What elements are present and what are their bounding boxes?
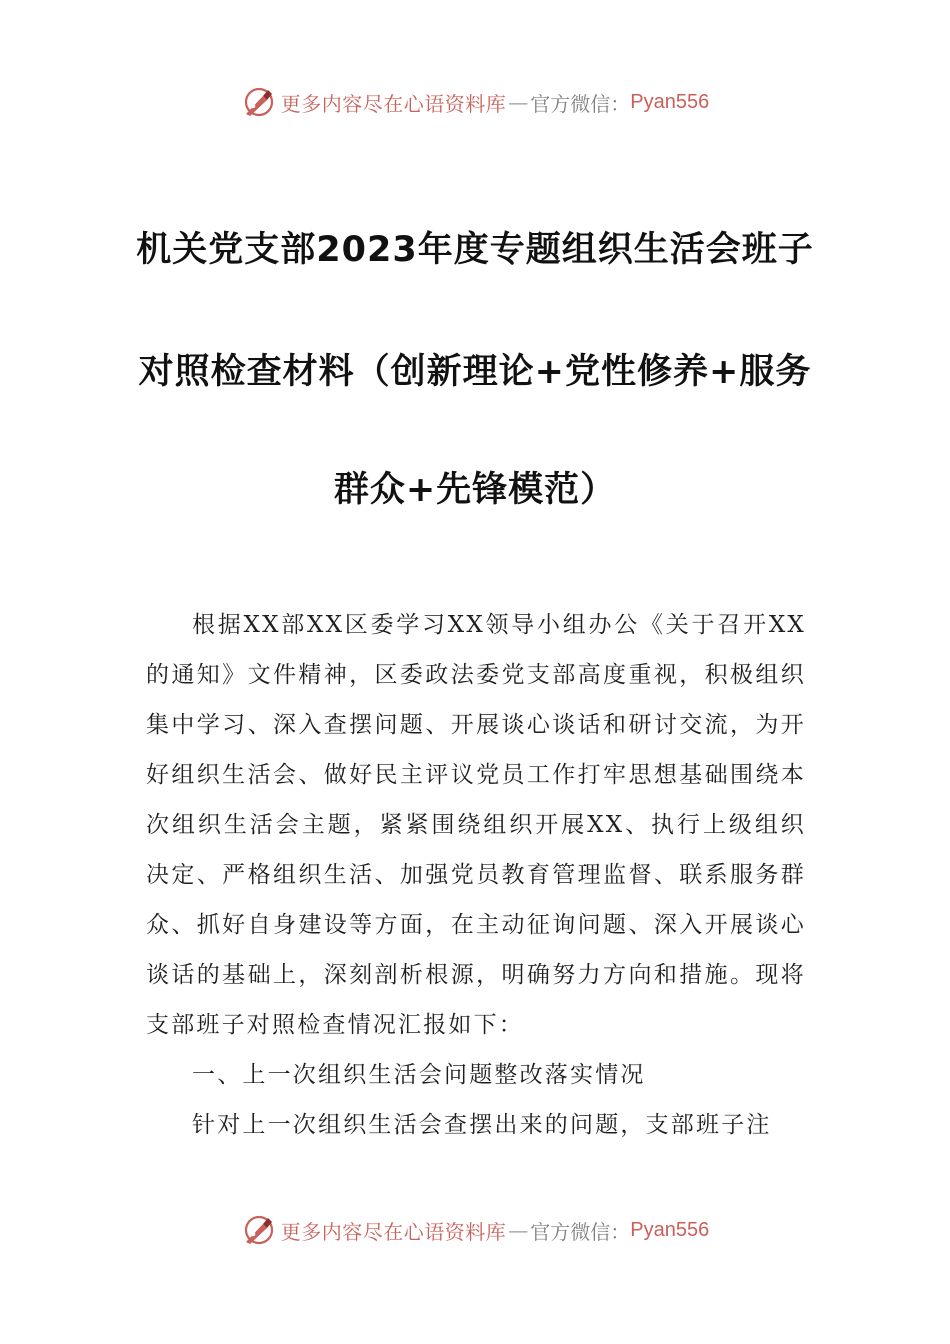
watermark-banner-top bbox=[0, 82, 950, 122]
wechat-label: 官方微信： bbox=[530, 1219, 631, 1244]
body-paragraph-intro: 根据XX部XX区委学习XX领导小组办公《关于召开XX的通知》文件精神，区委政法委党支部高度重视，积极组织集中学习、深入查摆问题、开展谈心谈话和研讨交流，为开好组织生活会、做好民主评议党员工作打牢思想基础围绕本次组织生活会主题，紧紧围绕组织开展XX、执行上级组织决定、严格组织生活、加强党员教育管理监督、联系服务群众、抓好自身建设等方面，在主动征询问题、深入开展谈心谈话的基础上，深刻剖析根源，明确努力方向和措施。现将支部班子对照检查情况汇报如下： bbox=[146, 612, 806, 1038]
wechat-label: 官方微信： bbox=[530, 91, 631, 116]
doc-body bbox=[146, 600, 806, 1150]
pen-circle-logo-icon bbox=[241, 84, 277, 120]
watermark-text: 更多内容尽在心语资料库 bbox=[280, 1219, 507, 1244]
watermark-text: 更多内容尽在心语资料库 bbox=[280, 91, 507, 116]
pen-circle-logo-icon bbox=[241, 1212, 277, 1248]
body-paragraph-section-1: 针对上一次组织生活会查摆出来的问题，支部班子注 bbox=[192, 1112, 772, 1138]
section-heading-1: 一、上一次组织生活会问题整改落实情况 bbox=[192, 1062, 646, 1088]
watermark-banner-bottom bbox=[0, 1210, 950, 1250]
wechat-id: Pyan556 bbox=[630, 1218, 710, 1241]
doc-title-line-1: 机关党支部2023年度专题组织生活会班子 bbox=[136, 230, 814, 270]
wechat-id: Pyan556 bbox=[630, 90, 710, 113]
doc-title-line-3: 群众+先锋模范） bbox=[333, 470, 617, 510]
watermark-separator: — bbox=[508, 90, 529, 114]
doc-title-line-2: 对照检查材料（创新理论+党性修养+服务 bbox=[138, 352, 812, 392]
watermark-separator: — bbox=[508, 1218, 529, 1242]
